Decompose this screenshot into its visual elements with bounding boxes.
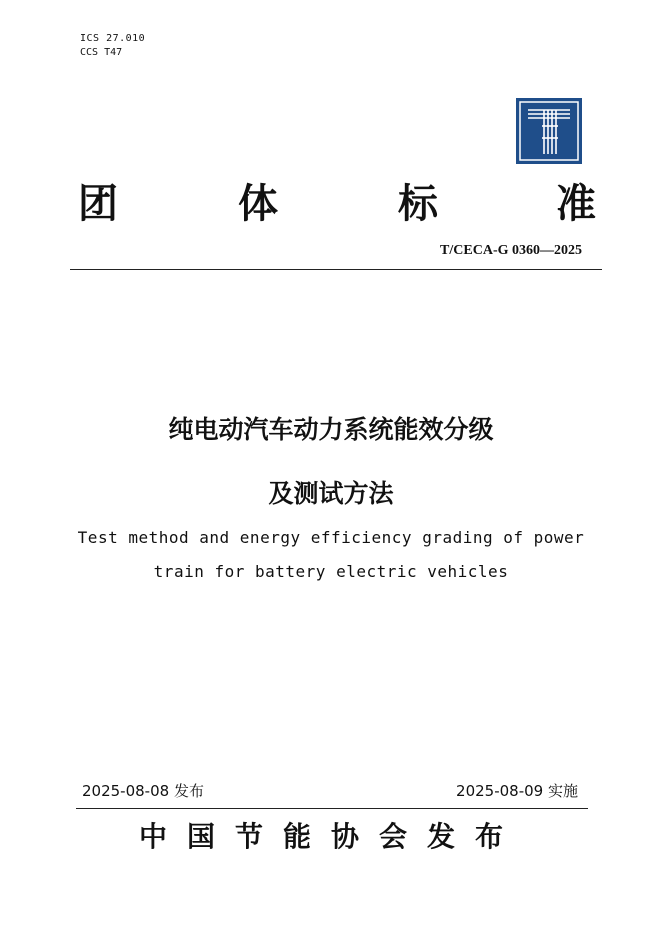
- ccs-code: CCS T47: [80, 47, 123, 58]
- implement-date: 2025-08-09 实施: [456, 782, 578, 800]
- title-en-line-2: train for battery electric vehicles: [153, 562, 509, 581]
- divider-bottom: [76, 808, 588, 809]
- title-en-line-1: Test method and energy efficiency grading of power: [77, 528, 585, 547]
- organization-logo-icon: [516, 98, 582, 164]
- doc-type-char-4: 准: [556, 180, 596, 227]
- title-cn-line-1: 纯电动汽车动力系统能效分级: [168, 415, 494, 444]
- doc-type-char-3: 标: [398, 180, 438, 227]
- doc-type-char-2: 体: [238, 180, 278, 227]
- publish-date: 2025-08-08 发布: [82, 782, 204, 800]
- publisher: 中国节能协会发布: [138, 820, 523, 853]
- standard-number: T/CECA-G 0360—2025: [440, 243, 582, 258]
- divider-top: [70, 269, 602, 270]
- doc-type-char-1: 团: [78, 180, 118, 227]
- ics-code: ICS 27.010: [80, 33, 146, 44]
- title-cn-line-2: 及测试方法: [268, 479, 394, 508]
